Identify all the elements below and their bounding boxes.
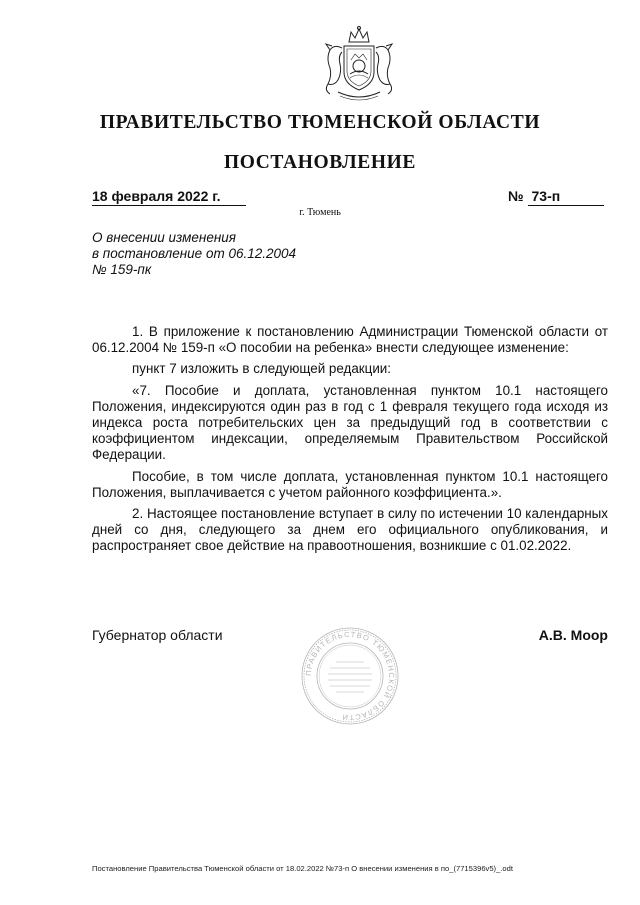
document-body [92,324,608,560]
body-paragraph: пункт 7 изложить в следующей редакции: [132,361,391,377]
footer-file-info: Постановление Правительства Тюменской области от 18.02.2022 №73-п О внесении изменения в по_(7715396v5)_.odt [92,864,513,873]
organization-name: ПРАВИТЕЛЬСТВО ТЮМЕНСКОЙ ОБЛАСТИ [99,112,541,133]
document-type: ПОСТАНОВЛЕНИЕ [223,152,417,173]
coat-of-arms-icon [316,24,402,104]
document-subject [92,230,352,278]
signatory-title: Губернатор области [92,627,223,643]
body-paragraph: 2. Настоящее постановление вступает в силу по истечении 10 календарных дней со дня, следующего за днем его официального опубликования, и распространяет свое действие на правоотношения, возникшие с 01.02.2022. [92,506,608,554]
seal-text: ПРАВИТЕЛЬСТВО ТЮМЕНСКОЙ ОБЛАСТИ [303,629,397,723]
official-seal-icon [300,626,400,726]
subject-line: О внесении изменения [92,230,237,245]
body-paragraph: Пособие, в том числе доплата, установленная пунктом 10.1 настоящего Положения, выплачивается с учетом районного коэффициента.». [92,468,608,500]
document-date: 18 февраля 2022 г. [92,187,246,206]
city: г. Тюмень [299,207,341,218]
document-number: 73-п [528,187,604,206]
document-number-block [508,187,604,206]
subject-line: № 159-пк [92,262,152,277]
body-paragraph: «7. Пособие и доплата, установленная пунктом 10.1 настоящего Положения, индексируются один раз в год с 1 февраля текущего года исходя из индекса роста потребительских цен за предыдущий год в соответствии с коэффициентом индексации, определяемым Правительством Российской Федерации. [92,382,608,463]
signatory-name: А.В. Моор [538,627,608,643]
number-label: № [508,188,524,204]
body-paragraph: 1. В приложение к постановлению Администрации Тюменской области от 06.12.2004 № 159-п «О пособии на ребенка» внести следующее изменение: [92,324,608,356]
subject-line: в постановление от 06.12.2004 [92,246,297,261]
